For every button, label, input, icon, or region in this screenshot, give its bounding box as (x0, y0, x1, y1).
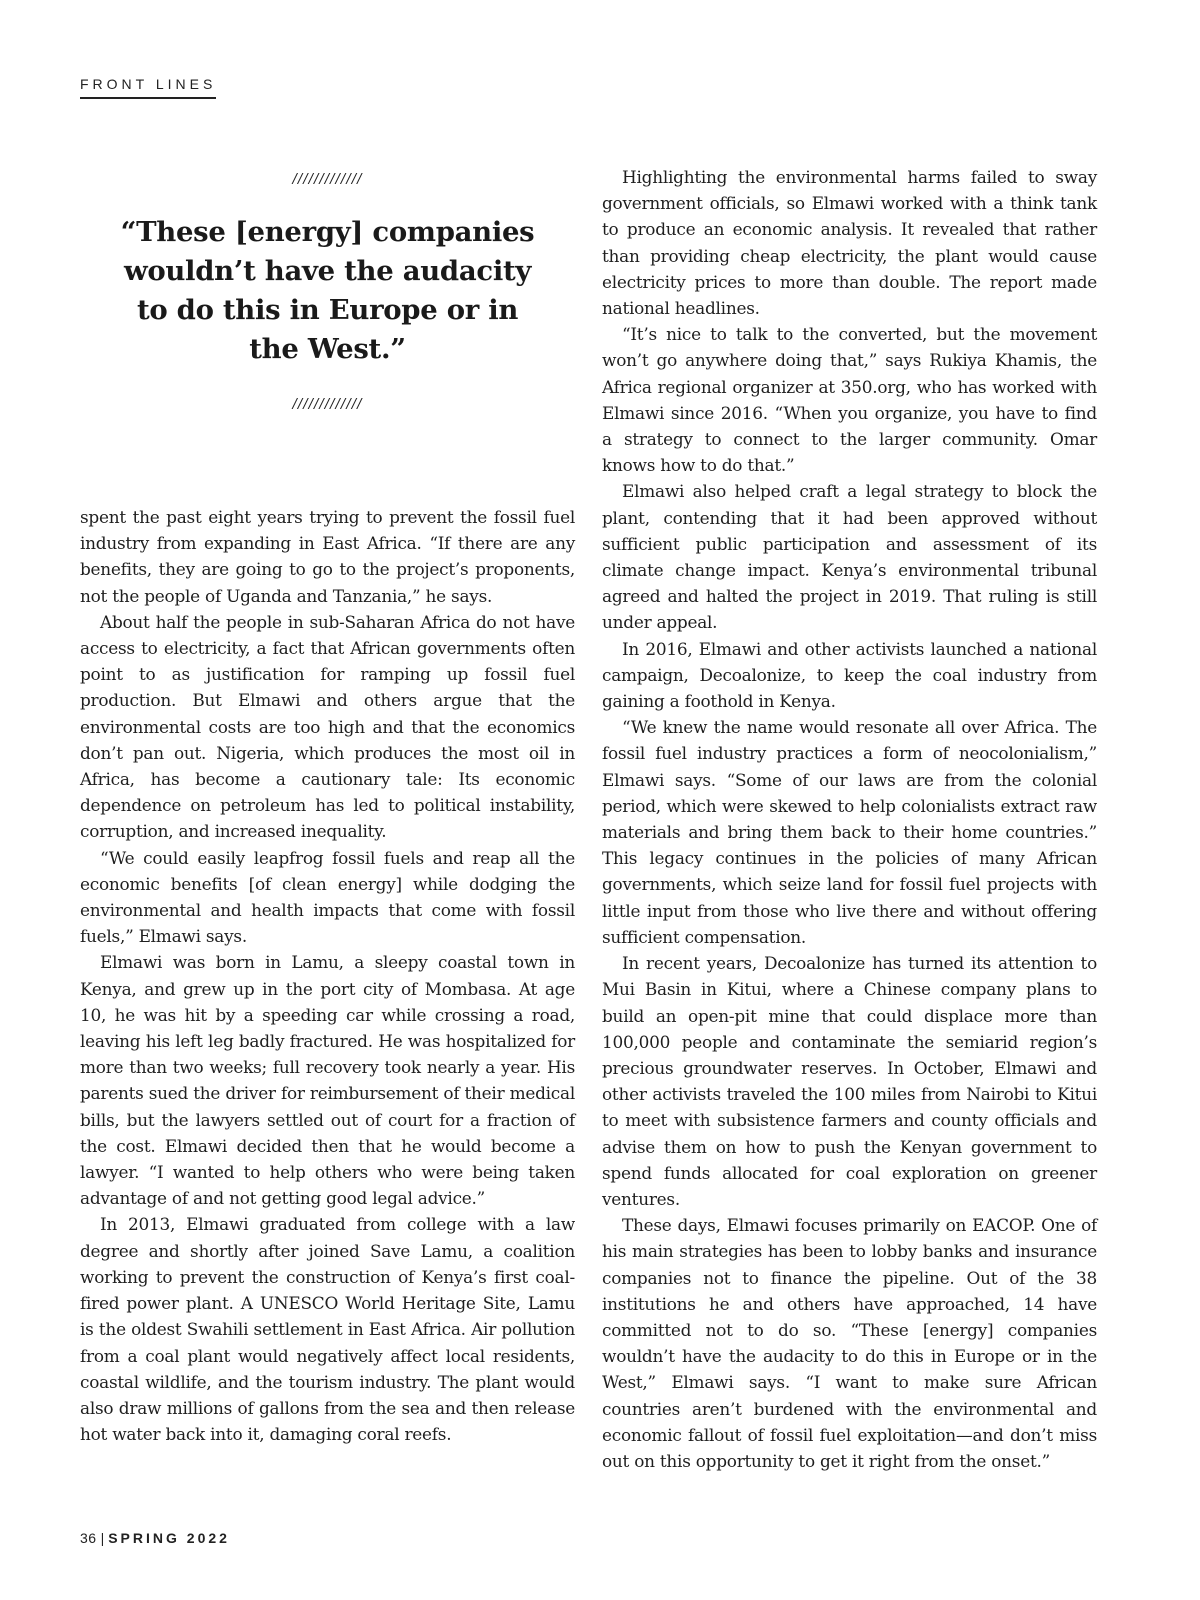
article-column-right (602, 164, 1097, 1474)
footer-separator: | (100, 1530, 105, 1546)
page-footer (80, 1530, 230, 1546)
paragraph: “It’s nice to talk to the converted, but the movement won’t go anywhere doing that,” says Rukiya Khamis, the Africa regional organizer at 350.org, who has worked with Elmawi since 2016. “When you organize, you have to find a strategy to connect to the larger community. Omar knows how to do that.” (602, 324, 1097, 476)
paragraph: spent the past eight years trying to prevent the fossil fuel industry from expanding in East Africa. “If there are any benefits, they are going to go to the project’s proponents, not the people of Uganda and Tanzania,” he says. (80, 507, 575, 606)
paragraph: “We could easily leapfrog fossil fuels and reap all the economic benefits [of clean energy] while dodging the environmental and health impacts that come with fossil fuels,” Elmawi says. (80, 847, 575, 947)
pull-quote (80, 172, 575, 412)
paragraph: About half the people in sub-Saharan Africa do not have access to electricity, a fact that African governments often point to as justification for ramping up fossil fuel production. But Elmawi and others argue that the environmental costs are too high and that the economics don’t pan out. Nigeria, which produces the most oil in Africa, has become a cautionary tale: Its economic dependence on petroleum has led to political instability, corruption, and increased inequality. (80, 611, 575, 842)
article-column-left (80, 504, 575, 1447)
paragraph: In 2013, Elmawi graduated from college with a law degree and shortly after joined Save Lamu, a coalition working to prevent the construction of Kenya’s first coal-fired power plant. A UNESCO World Heritage Site, Lamu is the oldest Swahili settlement in East Africa. Air pollution from a coal plant would negatively affect local residents, coastal wildlife, and the tourism industry. The plant would also draw millions of gallons from the sea and then release hot water back into it, damaging coral reefs. (80, 1214, 575, 1445)
paragraph: In recent years, Decoalonize has turned its attention to Mui Basin in Kitui, where a Chinese company plans to build an open-pit mine that could displace more than 100,000 people and contaminate the semiarid region’s precious groundwater reserves. In October, Elmawi and other activists traveled the 100 miles from Nairobi to Kitui to meet with subsistence farmers and county officials and advise them on how to push the Kenyan government to spend funds allocated for coal exploration on greener ventures. (602, 953, 1097, 1209)
section-label: FRONT LINES (80, 76, 216, 99)
paragraph: These days, Elmawi focuses primarily on EACOP. One of his main strategies has been to lobby banks and insurance companies not to finance the pipeline. Out of the 38 institutions he and others have approached, 14 have committed not to do so. “These [energy] companies wouldn’t have the audacity to do this in Europe or in the West,” Elmawi says. “I want to make sure African countries aren’t burdened with the environmental and economic fallout of fossil fuel exploitation—and don’t miss out on this opportunity to get it right from the onset.” (602, 1215, 1097, 1471)
paragraph: In 2016, Elmawi and other activists launched a national campaign, Decoalonize, to keep the coal industry from gaining a foothold in Kenya. (602, 638, 1097, 712)
paragraph: Elmawi was born in Lamu, a sleepy coastal town in Kenya, and grew up in the port city of Mombasa. At age 10, he was hit by a speeding car while crossing a road, leaving his left leg badly fractured. He was hospitalized for more than two weeks; full recovery took nearly a year. His parents sued the driver for reimbursement of their medical bills, but the lawyers settled out of court for a fraction of the cost. Elmawi decided then that he would become a lawyer. “I wanted to help others who were being taken advantage of and not getting good legal advice.” (80, 952, 575, 1209)
pull-quote-ornament-bottom: ///////////// (292, 397, 363, 412)
pull-quote-ornament-top: ///////////// (292, 172, 363, 187)
paragraph: “We knew the name would resonate all over Africa. The fossil fuel industry practices a form of neocolonialism,” Elmawi says. “Some of our laws are from the colonial period, which were skewed to help colonialists extract raw materials and bring them back to their home countries.” This legacy continues in the policies of many African governments, which seize land for fossil fuel projects with little input from those who live there and without offering sufficient compensation. (602, 717, 1097, 947)
page-number: 36 (80, 1530, 97, 1546)
issue-label: SPRING 2022 (108, 1530, 230, 1546)
pull-quote-text: “These [energy] companies wouldn’t have the audacity to do this in Europe or in the West.” (120, 216, 535, 365)
paragraph: Highlighting the environmental harms failed to sway government officials, so Elmawi worked with a think tank to produce an economic analysis. It revealed that rather than providing cheap electricity, the plant would cause electricity prices to more than double. The report made national headlines. (602, 167, 1097, 319)
paragraph: Elmawi also helped craft a legal strategy to block the plant, contending that it had been approved without sufficient public participation and assessment of its climate change impact. Kenya’s environmental tribunal agreed and halted the project in 2019. That ruling is still under appeal. (602, 481, 1097, 633)
